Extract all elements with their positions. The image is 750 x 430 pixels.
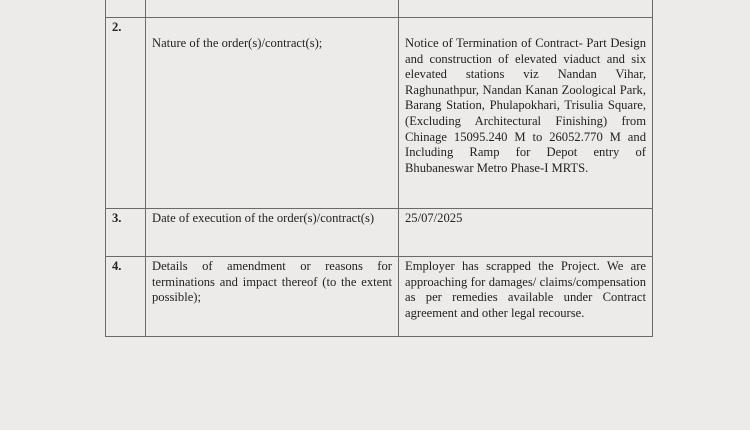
row-value: 25/07/2025 <box>405 211 463 225</box>
row-number: 3. <box>112 211 122 225</box>
table-rule-top <box>105 17 653 18</box>
row-number: 2. <box>112 20 122 34</box>
row-label: Details of amendment or reasons for terminations and impact thereof (to the extent possible); <box>152 259 392 305</box>
table-divider-label <box>398 0 399 337</box>
table-border-left <box>105 0 106 337</box>
row-label: Date of execution of the order(s)/contract(s) <box>152 211 375 225</box>
table-rule-row3-bottom <box>105 256 653 257</box>
table-border-right <box>652 0 653 337</box>
row-value: Notice of Termination of Contract- Part Design and construction of elevated viaduct and six elevated stations viz Nandan Vihar, Raghunathpur, Nandan Kanan Zoological Park, Barang Station, Phulapokhari, Trisulia Square, (Excluding Architectural Finishing) from Chinage 15095.240 M to 26052.770 M and Including Ramp for Depot entry of Bhubaneswar Metro Phase-I MRTS. <box>405 36 646 175</box>
table-divider-number <box>145 0 146 337</box>
row-value: Employer has scrapped the Project. We are approaching for damages/ claims/compensation as per remedies available under Contract agreement and other legal recourse. <box>405 259 646 320</box>
table-rule-bottom <box>105 336 653 337</box>
row-number: 4. <box>112 259 122 273</box>
row-label: Nature of the order(s)/contract(s); <box>152 36 323 50</box>
table-rule-row2-bottom <box>105 208 653 209</box>
